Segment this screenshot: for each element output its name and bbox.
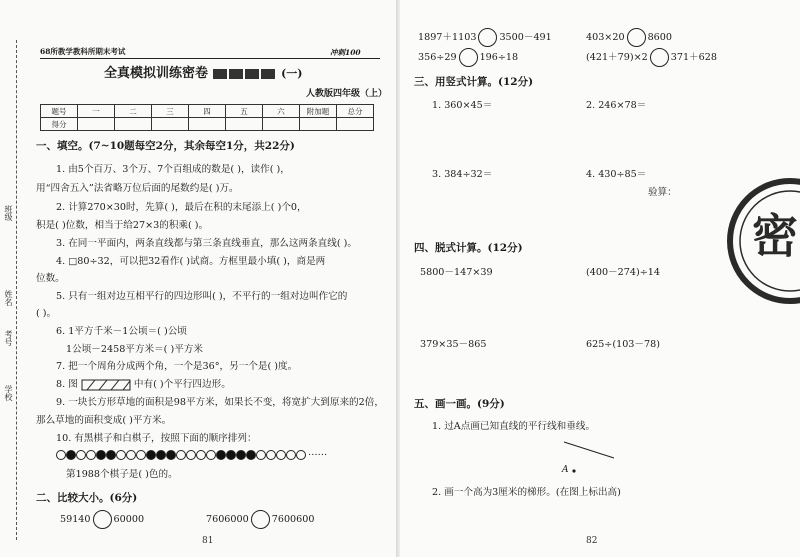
score-cell[interactable]: [78, 118, 115, 131]
question-9a: 9. 一块长方形草地的面积是98平方米，如果长不变，将宽扩大到原来的2倍，: [56, 397, 384, 408]
compare-row-2a: [418, 48, 518, 67]
score-header-cell: 五: [226, 105, 263, 118]
vertical-calc-2: 2. 246×78＝: [586, 100, 647, 111]
title-decoration: [213, 69, 277, 79]
question-8-prefix: 8. 图: [56, 379, 78, 390]
compare-value: (421＋79)×2: [586, 52, 648, 63]
question-9b: 那么草地的面积变成( )平方米。: [36, 415, 172, 426]
side-label-number: 考号: [4, 330, 13, 346]
compare-value: 59140: [60, 514, 91, 525]
compare-value: 196÷18: [479, 52, 519, 63]
compare-circle[interactable]: [478, 28, 497, 47]
side-label-name: 姓名: [4, 290, 13, 306]
compare-value: 60000: [113, 514, 145, 525]
question-6b: 1公顷－2458平方米＝( )平方米: [66, 344, 203, 355]
white-piece: [206, 450, 216, 460]
white-piece: [286, 450, 296, 460]
black-piece: [156, 450, 166, 460]
question-10-blank: 第1988个棋子是( )色的。: [66, 469, 178, 480]
parallelogram-figure: [81, 379, 131, 391]
side-label-school: 学校: [4, 385, 13, 401]
section1-title: 一、填空。(7~10题每空2分，其余每空1分，共22分): [36, 140, 295, 152]
score-header-cell: 总分: [337, 105, 374, 118]
vertical-calc-3: 3. 384÷32＝: [432, 169, 493, 180]
score-header-cell: 附加题: [300, 105, 337, 118]
black-piece: [106, 450, 116, 460]
draw-question-2: 2. 画一个高为3厘米的梯形。(在图上标出高): [432, 487, 621, 498]
title-main: 全真模拟训练密卷: [104, 66, 209, 81]
white-piece: [56, 450, 66, 460]
ellipsis: ……: [308, 447, 328, 458]
compare-value: 1897＋1103: [418, 32, 477, 43]
black-piece: [226, 450, 236, 460]
question-6a: 6. 1平方千米－1公顷＝( )公顷: [56, 326, 187, 337]
black-piece: [66, 450, 76, 460]
compare-value: 7600600: [271, 514, 315, 525]
check-label: 验算：: [648, 187, 677, 198]
white-piece: [76, 450, 86, 460]
compare-circle[interactable]: [459, 48, 478, 67]
section2-title: 二、比较大小。(6分): [36, 492, 138, 504]
header-left: 68所教学教科所期末考试: [40, 47, 126, 56]
black-piece: [236, 450, 246, 460]
compare-row-1b: [586, 28, 672, 47]
title-suffix: (一): [281, 67, 303, 80]
compare-value: 8600: [647, 32, 672, 43]
compare-value: 403×20: [586, 32, 625, 43]
score-cell[interactable]: [152, 118, 189, 131]
step-calc-4: 625÷(103－78): [586, 339, 660, 350]
section4-title: 四、脱式计算。(12分): [414, 242, 523, 254]
section5-title: 五、画一画。(9分): [414, 398, 505, 410]
page-number-right: 82: [586, 536, 598, 546]
white-piece: [266, 450, 276, 460]
score-table: [40, 104, 374, 131]
score-header-row: [41, 105, 374, 118]
compare-value: 3500－491: [499, 32, 552, 43]
white-piece: [116, 450, 126, 460]
step-calc-2: (400－274)÷14: [586, 267, 660, 278]
compare-circle[interactable]: [251, 510, 270, 529]
step-calc-3: 379×35－865: [420, 339, 487, 350]
question-5a: 5. 只有一组对边互相平行的四边形叫( )，不平行的一组对边叫作它的: [56, 291, 348, 302]
subtitle: 人教版四年级（上）: [306, 89, 388, 99]
white-piece: [186, 450, 196, 460]
header-rule: [40, 58, 380, 59]
score-value-row: [41, 118, 374, 131]
score-cell[interactable]: [115, 118, 152, 131]
white-piece: [296, 450, 306, 460]
compare-row-2b: [586, 48, 717, 67]
question-1b: 用“四舍五入”法省略万位后面的尾数约是( )万。: [36, 183, 239, 194]
score-header-cell: 六: [263, 105, 300, 118]
black-piece: [96, 450, 106, 460]
white-piece: [176, 450, 186, 460]
white-piece: [126, 450, 136, 460]
question-4b: 位数。: [36, 273, 65, 284]
compare-value: 371＋628: [670, 52, 717, 63]
vertical-calc-4: 4. 430÷85＝: [586, 169, 647, 180]
score-cell[interactable]: [263, 118, 300, 131]
side-label-class: 班级: [4, 205, 13, 221]
black-piece: [246, 450, 256, 460]
score-header-cell: 题号: [41, 105, 78, 118]
black-piece: [216, 450, 226, 460]
score-row-label: 得分: [41, 118, 78, 131]
point-a-label: A: [562, 465, 569, 475]
question-1a: 1. 由5个百万、3个万、7个百组成的数是( )，读作( )，: [56, 164, 290, 175]
stamp-character: 密: [752, 209, 798, 263]
question-10: 10. 有黑棋子和白棋子，按照下面的顺序排列：: [56, 433, 257, 444]
compare-circle[interactable]: [627, 28, 646, 47]
question-2a: 2. 计算270×30时，先算( )，最后在积的末尾添上( )个0，: [56, 202, 307, 213]
score-header-cell: 三: [152, 105, 189, 118]
compare-value: 356÷29: [418, 52, 457, 63]
score-header-cell: 四: [189, 105, 226, 118]
score-header-cell: 一: [78, 105, 115, 118]
question-4a: 4. □80÷32，可以把32看作( )试商。方框里最小填( )，商是两: [56, 256, 326, 267]
compare-right: [206, 510, 314, 529]
header-right: 冲刺100: [330, 48, 361, 57]
score-cell[interactable]: [300, 118, 337, 131]
question-7: 7. 把一个周角分成两个角，一个是36°，另一个是( )度。: [56, 361, 298, 372]
page-number-left: 81: [202, 536, 214, 546]
draw-question-1: 1. 过A点画已知直线的平行线和垂线。: [432, 421, 596, 432]
question-5b: ( )。: [36, 308, 57, 319]
step-calc-1: 5800－147×39: [420, 267, 493, 278]
question-2b: 积是( )位数，相当于给27×3的积乘( )。: [36, 220, 209, 231]
given-line-figure: [560, 436, 620, 476]
score-cell[interactable]: [189, 118, 226, 131]
black-piece: [166, 450, 176, 460]
vertical-calc-1: 1. 360×45＝: [432, 100, 493, 111]
white-piece: [136, 450, 146, 460]
binding-dashed-line: [16, 40, 17, 540]
section3-title: 三、用竖式计算。(12分): [414, 76, 534, 88]
compare-left: [60, 510, 144, 529]
question-8: [56, 376, 231, 391]
right-page: [400, 0, 800, 557]
question-3: 3. 在同一平面内，两条直线都与第三条直线垂直，那么这两条直线( )。: [56, 238, 357, 249]
white-piece: [256, 450, 266, 460]
black-piece: [146, 450, 156, 460]
compare-circle[interactable]: [93, 510, 112, 529]
compare-value: 7606000: [206, 514, 249, 525]
question-8-text: 中有( )个平行四边形。: [133, 379, 231, 390]
compare-circle[interactable]: [650, 48, 669, 67]
score-header-cell: 二: [115, 105, 152, 118]
page-title: [104, 62, 303, 81]
score-cell[interactable]: [337, 118, 374, 131]
white-piece: [86, 450, 96, 460]
score-cell[interactable]: [226, 118, 263, 131]
white-piece: [276, 450, 286, 460]
compare-row-1a: [418, 28, 552, 47]
white-piece: [196, 450, 206, 460]
